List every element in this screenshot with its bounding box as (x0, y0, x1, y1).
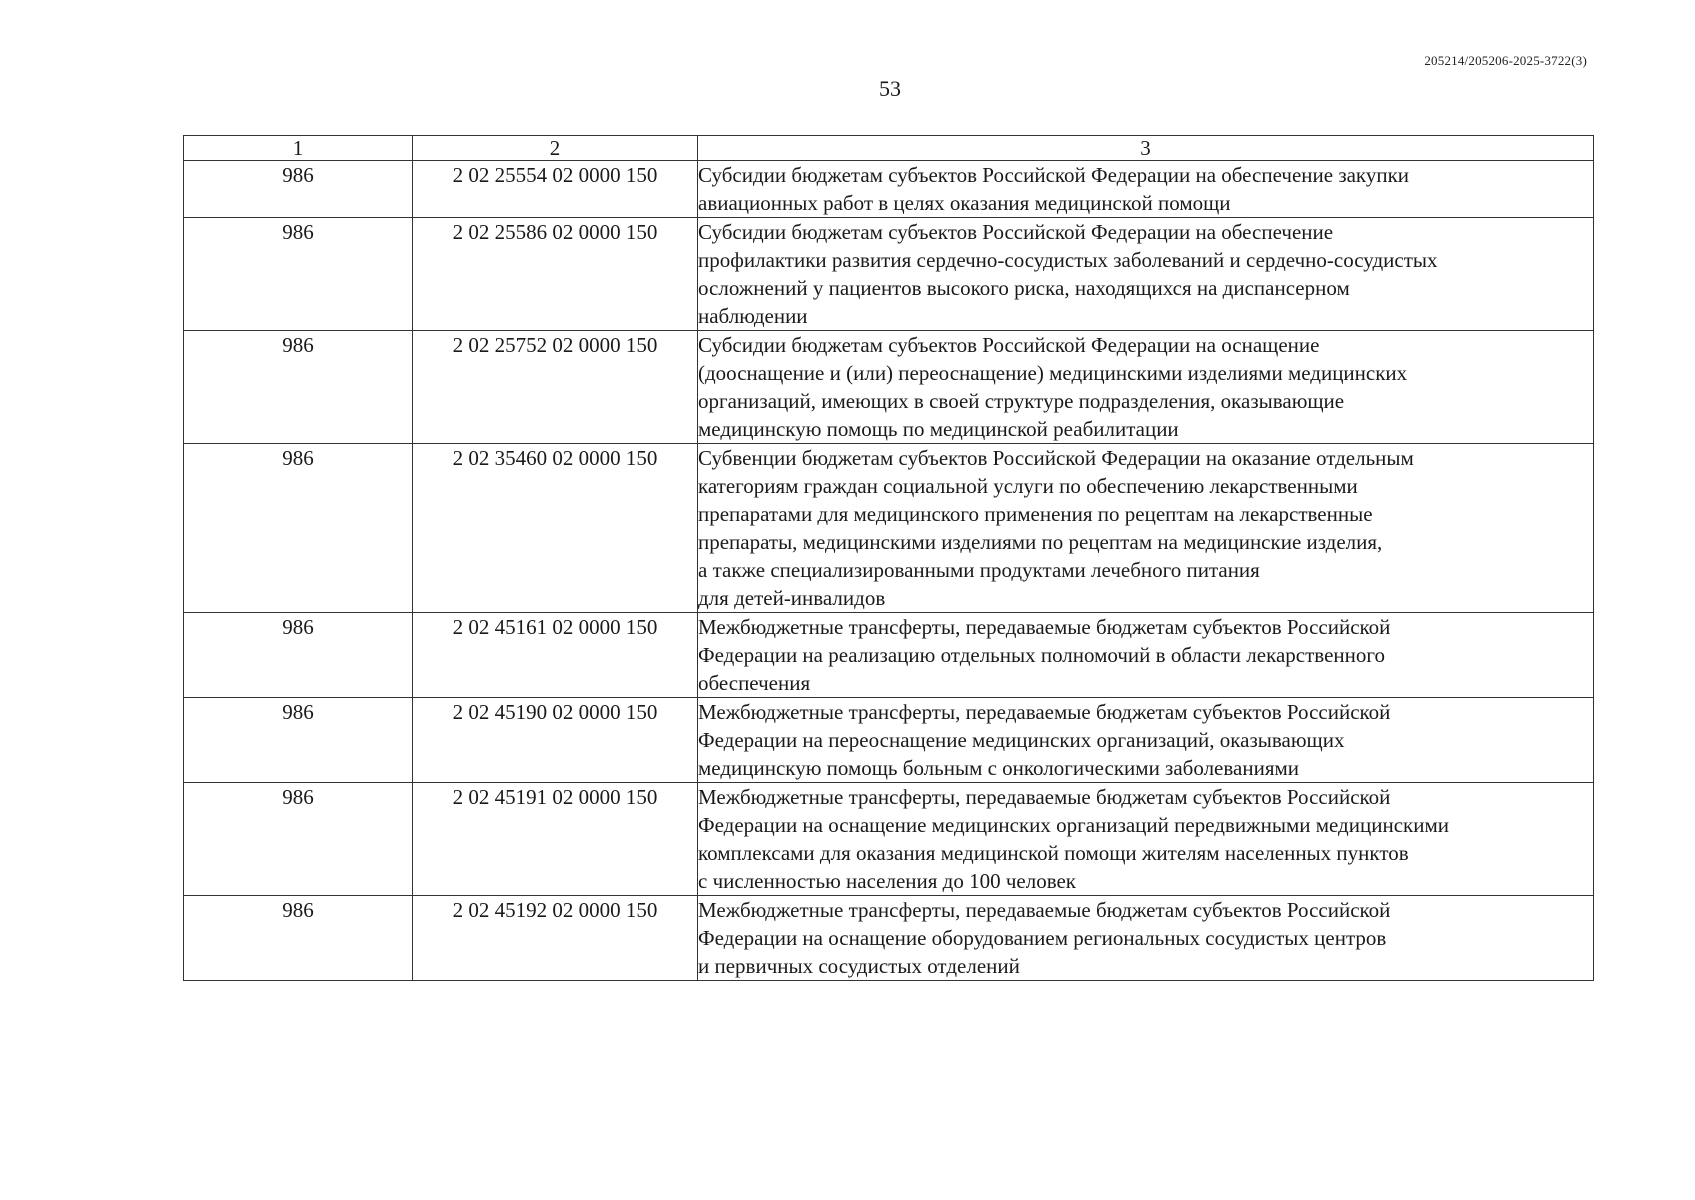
description-line: авиационных работ в целях оказания медицинской помощи (698, 191, 1231, 215)
revenue-description-cell (698, 161, 1594, 218)
description-line: Субвенции бюджетам субъектов Российской Федерации на оказание отдельным (698, 446, 1414, 470)
budget-classification-code-cell: 2 02 25554 02 0000 150 (413, 161, 698, 218)
revenue-description-cell (698, 444, 1594, 613)
description-line: Межбюджетные трансферты, передаваемые бюджетам субъектов Российской (698, 785, 1391, 809)
budget-classification-code-cell: 2 02 25586 02 0000 150 (413, 218, 698, 331)
table-row (184, 218, 1594, 331)
admin-code-cell: 986 (184, 444, 413, 613)
description-line: Федерации на реализацию отдельных полномочий в области лекарственного (698, 643, 1385, 667)
description-line: категориям граждан социальной услуги по обеспечению лекарственными (698, 474, 1358, 498)
description-line: Межбюджетные трансферты, передаваемые бюджетам субъектов Российской (698, 700, 1391, 724)
description-line: организаций, имеющих в своей структуре подразделения, оказывающие (698, 389, 1345, 413)
table-row (184, 613, 1594, 698)
budget-classification-code-cell: 2 02 25752 02 0000 150 (413, 331, 698, 444)
revenue-description-cell (698, 613, 1594, 698)
description-line: для детей-инвалидов (698, 586, 886, 610)
description-line: медицинскую помощь больным с онкологическими заболеваниями (698, 756, 1300, 780)
description-line: Субсидии бюджетам субъектов Российской Федерации на оснащение (698, 333, 1320, 357)
description-line: и первичных сосудистых отделений (698, 954, 1020, 978)
description-line: Федерации на переоснащение медицинских организаций, оказывающих (698, 728, 1345, 752)
description-line: комплексами для оказания медицинской помощи жителям населенных пунктов (698, 841, 1409, 865)
table-row (184, 783, 1594, 896)
description-line: обеспечения (698, 671, 811, 695)
column-header-1: 1 (184, 136, 413, 161)
description-line: Федерации на оснащение медицинских организаций передвижными медицинскими (698, 813, 1449, 837)
description-line: Межбюджетные трансферты, передаваемые бюджетам субъектов Российской (698, 898, 1391, 922)
revenue-description-cell (698, 896, 1594, 981)
admin-code-cell: 986 (184, 331, 413, 444)
revenue-description-cell (698, 331, 1594, 444)
revenue-description-cell (698, 698, 1594, 783)
description-line: Субсидии бюджетам субъектов Российской Федерации на обеспечение (698, 220, 1334, 244)
admin-code-cell: 986 (184, 783, 413, 896)
budget-classification-code-cell: 2 02 45161 02 0000 150 (413, 613, 698, 698)
budget-classification-code-cell: 2 02 35460 02 0000 150 (413, 444, 698, 613)
table-row (184, 698, 1594, 783)
budget-classification-code-cell: 2 02 45191 02 0000 150 (413, 783, 698, 896)
description-line: медицинскую помощь по медицинской реабилитации (698, 417, 1179, 441)
description-line: профилактики развития сердечно-сосудистых заболеваний и сердечно-сосудистых (698, 248, 1438, 272)
page-number: 53 (879, 76, 901, 101)
description-line: наблюдении (698, 304, 808, 328)
budget-classification-code-cell: 2 02 45190 02 0000 150 (413, 698, 698, 783)
revenue-description-cell (698, 218, 1594, 331)
description-line: Межбюджетные трансферты, передаваемые бюджетам субъектов Российской (698, 615, 1391, 639)
budget-codes-table (183, 135, 1594, 981)
table-body (184, 161, 1594, 981)
table-row (184, 444, 1594, 613)
admin-code-cell: 986 (184, 218, 413, 331)
document-id: 205214/205206-2025-3722(3) (1424, 53, 1587, 68)
description-line: Субсидии бюджетам субъектов Российской Федерации на обеспечение закупки (698, 163, 1410, 187)
revenue-description-cell (698, 783, 1594, 896)
description-line: осложнений у пациентов высокого риска, находящихся на диспансерном (698, 276, 1350, 300)
description-line: (дооснащение и (или) переоснащение) медицинскими изделиями медицинских (698, 361, 1408, 385)
description-line: препаратами для медицинского применения по рецептам на лекарственные (698, 502, 1373, 526)
description-line: а также специализированными продуктами лечебного питания (698, 558, 1260, 582)
admin-code-cell: 986 (184, 698, 413, 783)
column-header-3: 3 (698, 136, 1594, 161)
admin-code-cell: 986 (184, 613, 413, 698)
table-row (184, 161, 1594, 218)
table-header-row (184, 136, 1594, 161)
budget-classification-code-cell: 2 02 45192 02 0000 150 (413, 896, 698, 981)
description-line: Федерации на оснащение оборудованием региональных сосудистых центров (698, 926, 1387, 950)
admin-code-cell: 986 (184, 161, 413, 218)
table-row (184, 896, 1594, 981)
column-header-2: 2 (413, 136, 698, 161)
description-line: препараты, медицинскими изделиями по рецептам на медицинские изделия, (698, 530, 1383, 554)
admin-code-cell: 986 (184, 896, 413, 981)
description-line: с численностью населения до 100 человек (698, 869, 1077, 893)
table-row (184, 331, 1594, 444)
